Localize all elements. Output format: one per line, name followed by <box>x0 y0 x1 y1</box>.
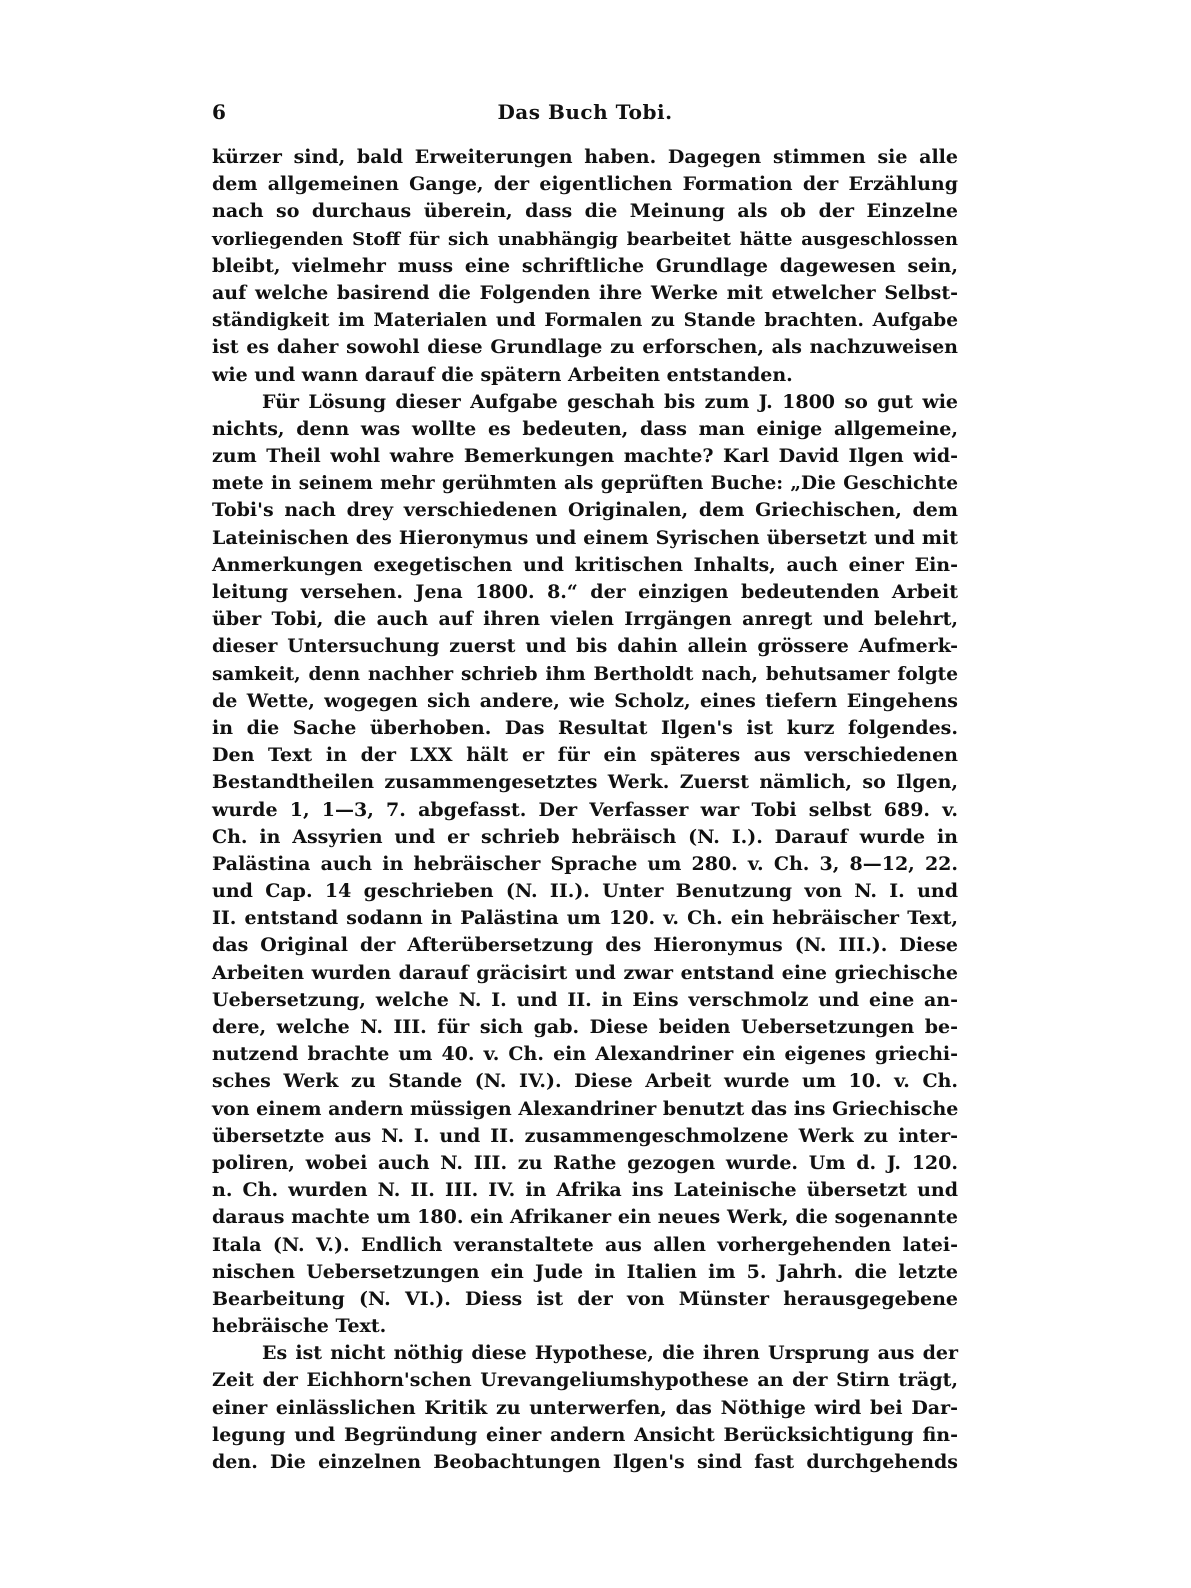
page-number: 6 <box>212 100 226 124</box>
text-line: Arbeiten wurden darauf gräcisirt und zwar entstand eine griechische <box>212 961 958 984</box>
text-line: vorliegenden Stoff für sich unabhängig bearbeitet hätte ausgeschlossen <box>212 228 958 250</box>
text-line: bleibt, vielmehr muss eine schriftliche Grundlage dagewesen sein, <box>212 254 958 277</box>
text-line: hebräische Text. <box>212 1315 387 1338</box>
text-line: poliren, wobei auch N. III. zu Rathe gezogen wurde. Um d. J. 120. <box>212 1151 958 1174</box>
text-line: über Tobi, die auch auf ihren vielen Irrgängen anregt und belehrt, <box>212 608 958 631</box>
text-line: dere, welche N. III. für sich gab. Diese beiden Uebersetzungen be- <box>212 1016 958 1038</box>
text-line: Bearbeitung (N. VI.). Diess ist der von Münster herausgegebene <box>212 1287 958 1310</box>
text-line: mete in seinem mehr gerühmten als geprüften Buche: „Die Geschichte <box>212 473 958 495</box>
text-line: Itala (N. V.). Endlich veranstaltete aus allen vorhergehenden latei- <box>212 1233 958 1256</box>
text-line: legung und Begründung einer andern Ansicht Berücksichtigung fin- <box>212 1423 958 1446</box>
text-line: Zeit der Eichhorn'schen Urevangeliumshypothese an der Stirn trägt, <box>212 1369 958 1392</box>
text-line: ist es daher sowohl diese Grundlage zu erforschen, als nachzuweisen <box>212 336 958 359</box>
text-line: leitung versehen. Jena 1800. 8.“ der einzigen bedeutenden Arbeit <box>212 581 958 603</box>
text-line: das Original der Afterübersetzung des Hieronymus (N. III.). Diese <box>212 934 958 957</box>
text-line: sches Werk zu Stande (N. IV.). Diese Arbeit wurde um 10. v. Ch. <box>212 1070 958 1093</box>
running-title: Das Buch Tobi. <box>497 100 673 124</box>
text-line: II. entstand sodann in Palästina um 120. v. Ch. ein hebräischer Text, <box>212 907 958 930</box>
text-line: Für Lösung dieser Aufgabe geschah bis zum J. 1800 so gut wie <box>262 390 958 413</box>
text-line: den. Die einzelnen Beobachtungen Ilgen's sind fast durchgehends <box>212 1451 958 1473</box>
text-line: Palästina auch in hebräischer Sprache um 280. v. Ch. 3, 8—12, 22. <box>212 852 958 875</box>
body-text <box>212 144 958 1476</box>
text-line: wurde 1, 1—3, 7. abgefasst. Der Verfasser war Tobi selbst 689. v. <box>212 798 958 821</box>
text-line: auf welche basirend die Folgenden ihre Werke mit etwelcher Selbst- <box>212 281 958 304</box>
text-line: de Wette, wogegen sich andere, wie Scholz, eines tiefern Eingehens <box>212 689 958 712</box>
text-line: Den Text in der LXX hält er für ein späteres aus verschiedenen <box>212 744 958 767</box>
text-line: wie und wann darauf die spätern Arbeiten entstanden. <box>212 363 793 386</box>
text-line: n. Ch. wurden N. II. III. IV. in Afrika ins Lateinische übersetzt und <box>212 1179 958 1202</box>
text-line: nach so durchaus überein, dass die Meinung als ob der Einzelne <box>212 200 958 223</box>
text-line: ständigkeit im Materialen und Formalen zu Stande brachten. Aufgabe <box>212 310 958 332</box>
text-line: daraus machte um 180. ein Afrikaner ein neues Werk, die sogenannte <box>212 1206 958 1229</box>
text-line: Tobi's nach drey verschiedenen Originalen, dem Griechischen, dem <box>212 499 958 522</box>
text-line: Bestandtheilen zusammengesetztes Werk. Zuerst nämlich, so Ilgen, <box>212 771 958 794</box>
text-line: übersetzte aus N. I. und II. zusammengeschmolzene Werk zu inter- <box>212 1124 958 1147</box>
page-header <box>212 100 958 130</box>
text-line: Uebersetzung, welche N. I. und II. in Eins verschmolz und eine an- <box>212 988 958 1011</box>
text-line: nutzend brachte um 40. v. Ch. ein Alexandriner ein eigenes griechi- <box>212 1043 958 1066</box>
text-line: dem allgemeinen Gange, der eigentlichen Formation der Erzählung <box>212 173 958 196</box>
text-line: dieser Untersuchung zuerst und bis dahin allein grössere Aufmerk- <box>212 635 958 658</box>
text-line: von einem andern müssigen Alexandriner benutzt das ins Griechische <box>212 1097 959 1120</box>
text-line: in die Sache überhoben. Das Resultat Ilgen's ist kurz folgendes. <box>212 716 958 739</box>
text-line: Lateinischen des Hieronymus und einem Syrischen übersetzt und mit <box>212 526 958 549</box>
text-line: und Cap. 14 geschrieben (N. II.). Unter Benutzung von N. I. und <box>212 880 958 903</box>
text-line: einer einlässlichen Kritik zu unterwerfen, das Nöthige wird bei Dar- <box>212 1396 958 1419</box>
text-line: nichts, denn was wollte es bedeuten, dass man einige allgemeine, <box>212 417 958 440</box>
text-line: samkeit, denn nachher schrieb ihm Bertholdt nach, behutsamer folgte <box>212 663 958 685</box>
text-line: Anmerkungen exegetischen und kritischen Inhalts, auch einer Ein- <box>212 553 958 576</box>
text-line: Ch. in Assyrien und er schrieb hebräisch (N. I.). Darauf wurde in <box>212 825 958 848</box>
text-line: nischen Uebersetzungen ein Jude in Italien im 5. Jahrh. die letzte <box>212 1260 958 1283</box>
text-line: Es ist nicht nöthig diese Hypothese, die ihren Ursprung aus der <box>262 1342 958 1365</box>
text-line: zum Theil wohl wahre Bemerkungen machte? Karl David Ilgen wid- <box>212 445 958 468</box>
text-line: kürzer sind, bald Erweiterungen haben. Dagegen stimmen sie alle <box>212 146 958 168</box>
